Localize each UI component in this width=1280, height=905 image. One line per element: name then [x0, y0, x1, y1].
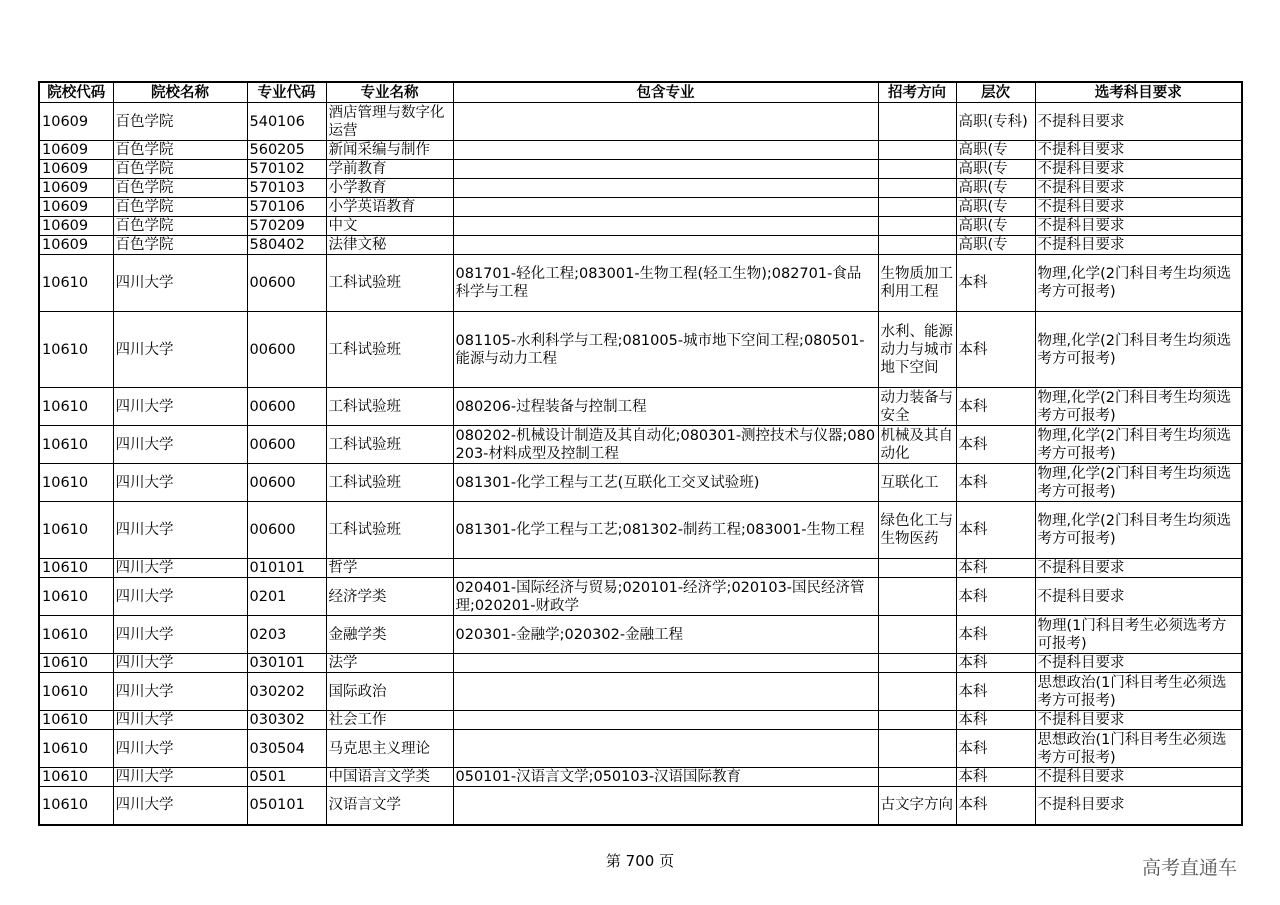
cell-school-name: 四川大学: [113, 388, 247, 426]
cell-subject-requirement: 不提科目要求: [1035, 179, 1242, 198]
table-body: [39, 103, 1242, 825]
cell-direction: [878, 711, 956, 730]
cell-direction: [878, 730, 956, 768]
cell-direction: 古文字方向: [878, 787, 956, 825]
cell-major-code: 010101: [247, 559, 326, 578]
cell-subject-requirement: 物理,化学(2门科目考生均须选考方可报考): [1035, 502, 1242, 559]
cell-school-code: 10609: [39, 141, 113, 160]
cell-included-majors: [453, 236, 878, 255]
cell-level: 本科: [956, 255, 1035, 312]
cell-direction: [878, 103, 956, 141]
cell-subject-requirement: 思想政治(1门科目考生必须选考方可报考): [1035, 673, 1242, 711]
table-row: [39, 160, 1242, 179]
cell-school-name: 四川大学: [113, 255, 247, 312]
table-row: [39, 654, 1242, 673]
cell-subject-requirement: 不提科目要求: [1035, 768, 1242, 787]
cell-school-code: 10610: [39, 312, 113, 388]
cell-major-code: 030302: [247, 711, 326, 730]
cell-major-name: 经济学类: [326, 578, 453, 616]
cell-school-code: 10609: [39, 236, 113, 255]
cell-major-code: 0201: [247, 578, 326, 616]
cell-school-code: 10609: [39, 179, 113, 198]
cell-major-code: 00600: [247, 502, 326, 559]
cell-included-majors: [453, 103, 878, 141]
table-header-row: [39, 82, 1242, 103]
cell-subject-requirement: 不提科目要求: [1035, 217, 1242, 236]
cell-school-code: 10609: [39, 160, 113, 179]
cell-school-code: 10610: [39, 711, 113, 730]
cell-school-code: 10609: [39, 198, 113, 217]
table-row: [39, 559, 1242, 578]
cell-major-code: 560205: [247, 141, 326, 160]
cell-subject-requirement: 物理(1门科目考生必须选考方可报考): [1035, 616, 1242, 654]
header-direction: 招考方向: [878, 82, 956, 103]
cell-school-name: 四川大学: [113, 768, 247, 787]
cell-included-majors: 081301-化学工程与工艺;081302-制药工程;083001-生物工程: [453, 502, 878, 559]
cell-major-code: 00600: [247, 255, 326, 312]
cell-school-name: 百色学院: [113, 198, 247, 217]
cell-major-code: 030504: [247, 730, 326, 768]
cell-subject-requirement: 不提科目要求: [1035, 103, 1242, 141]
cell-level: 本科: [956, 388, 1035, 426]
cell-included-majors: [453, 198, 878, 217]
cell-school-code: 10610: [39, 426, 113, 464]
cell-school-name: 四川大学: [113, 654, 247, 673]
cell-school-name: 百色学院: [113, 236, 247, 255]
cell-school-name: 百色学院: [113, 160, 247, 179]
cell-level: 本科: [956, 787, 1035, 825]
cell-subject-requirement: 物理,化学(2门科目考生均须选考方可报考): [1035, 426, 1242, 464]
header-subject-requirement: 选考科目要求: [1035, 82, 1242, 103]
admissions-table: [38, 81, 1243, 826]
cell-major-name: 汉语言文学: [326, 787, 453, 825]
cell-level: 本科: [956, 578, 1035, 616]
table-row: [39, 616, 1242, 654]
table-row: [39, 464, 1242, 502]
table-row: [39, 236, 1242, 255]
cell-major-code: 0501: [247, 768, 326, 787]
cell-major-code: 030202: [247, 673, 326, 711]
cell-included-majors: 081301-化学工程与工艺(互联化工交叉试验班): [453, 464, 878, 502]
cell-subject-requirement: 不提科目要求: [1035, 578, 1242, 616]
page-number: 第 700 页: [605, 852, 675, 870]
cell-included-majors: [453, 141, 878, 160]
cell-direction: [878, 559, 956, 578]
cell-major-name: 社会工作: [326, 711, 453, 730]
cell-school-code: 10610: [39, 464, 113, 502]
cell-major-code: 0203: [247, 616, 326, 654]
cell-school-name: 四川大学: [113, 426, 247, 464]
cell-subject-requirement: 不提科目要求: [1035, 787, 1242, 825]
table-row: [39, 673, 1242, 711]
cell-major-name: 中国语言文学类: [326, 768, 453, 787]
cell-school-name: 四川大学: [113, 559, 247, 578]
cell-major-code: 570102: [247, 160, 326, 179]
cell-school-name: 四川大学: [113, 730, 247, 768]
cell-direction: [878, 673, 956, 711]
cell-subject-requirement: 物理,化学(2门科目考生均须选考方可报考): [1035, 255, 1242, 312]
cell-school-name: 百色学院: [113, 141, 247, 160]
cell-major-name: 金融学类: [326, 616, 453, 654]
cell-school-name: 四川大学: [113, 616, 247, 654]
cell-direction: [878, 160, 956, 179]
cell-major-code: 540106: [247, 103, 326, 141]
cell-school-name: 四川大学: [113, 711, 247, 730]
table-row: [39, 179, 1242, 198]
cell-major-name: 小学教育: [326, 179, 453, 198]
cell-included-majors: [453, 787, 878, 825]
header-school-code: 院校代码: [39, 82, 113, 103]
cell-level: 高职(专: [956, 217, 1035, 236]
cell-included-majors: [453, 654, 878, 673]
cell-school-code: 10610: [39, 616, 113, 654]
table-row: [39, 426, 1242, 464]
cell-major-name: 工科试验班: [326, 464, 453, 502]
cell-major-name: 法学: [326, 654, 453, 673]
table-row: [39, 255, 1242, 312]
table-row: [39, 388, 1242, 426]
cell-major-name: 工科试验班: [326, 312, 453, 388]
header-major-name: 专业名称: [326, 82, 453, 103]
cell-major-code: 570106: [247, 198, 326, 217]
cell-major-name: 学前教育: [326, 160, 453, 179]
cell-school-name: 百色学院: [113, 217, 247, 236]
table-row: [39, 198, 1242, 217]
cell-level: 高职(专科): [956, 103, 1035, 141]
cell-included-majors: 080202-机械设计制造及其自动化;080301-测控技术与仪器;080203-材料成型及控制工程: [453, 426, 878, 464]
cell-school-code: 10610: [39, 730, 113, 768]
cell-direction: 水利、能源动力与城市地下空间: [878, 312, 956, 388]
cell-direction: [878, 217, 956, 236]
cell-subject-requirement: 物理,化学(2门科目考生均须选考方可报考): [1035, 388, 1242, 426]
cell-included-majors: [453, 179, 878, 198]
cell-direction: 生物质加工利用工程: [878, 255, 956, 312]
cell-school-code: 10610: [39, 255, 113, 312]
cell-included-majors: 050101-汉语言文学;050103-汉语国际教育: [453, 768, 878, 787]
cell-level: 本科: [956, 426, 1035, 464]
cell-direction: [878, 578, 956, 616]
cell-major-name: 工科试验班: [326, 426, 453, 464]
cell-school-name: 四川大学: [113, 787, 247, 825]
cell-direction: [878, 654, 956, 673]
cell-subject-requirement: 不提科目要求: [1035, 160, 1242, 179]
cell-direction: [878, 141, 956, 160]
cell-included-majors: [453, 711, 878, 730]
cell-major-name: 工科试验班: [326, 388, 453, 426]
cell-school-code: 10609: [39, 103, 113, 141]
cell-school-code: 10610: [39, 654, 113, 673]
cell-major-code: 050101: [247, 787, 326, 825]
table-row: [39, 141, 1242, 160]
table-row: [39, 711, 1242, 730]
cell-school-code: 10610: [39, 673, 113, 711]
cell-included-majors: [453, 559, 878, 578]
watermark-text: 高考直通车: [1142, 857, 1238, 879]
cell-included-majors: [453, 730, 878, 768]
cell-included-majors: 080206-过程装备与控制工程: [453, 388, 878, 426]
cell-subject-requirement: 不提科目要求: [1035, 711, 1242, 730]
cell-subject-requirement: 物理,化学(2门科目考生均须选考方可报考): [1035, 464, 1242, 502]
cell-major-name: 哲学: [326, 559, 453, 578]
cell-major-code: 00600: [247, 464, 326, 502]
cell-major-code: 00600: [247, 312, 326, 388]
cell-major-name: 工科试验班: [326, 255, 453, 312]
cell-subject-requirement: 不提科目要求: [1035, 236, 1242, 255]
cell-major-code: 570209: [247, 217, 326, 236]
cell-major-name: 中文: [326, 217, 453, 236]
cell-direction: [878, 768, 956, 787]
cell-level: 高职(专: [956, 141, 1035, 160]
cell-included-majors: [453, 160, 878, 179]
cell-included-majors: 020401-国际经济与贸易;020101-经济学;020103-国民经济管理;020201-财政学: [453, 578, 878, 616]
cell-school-code: 10610: [39, 388, 113, 426]
cell-school-name: 四川大学: [113, 312, 247, 388]
cell-major-code: 00600: [247, 426, 326, 464]
cell-direction: 动力装备与安全: [878, 388, 956, 426]
cell-major-name: 法律文秘: [326, 236, 453, 255]
table-row: [39, 502, 1242, 559]
cell-level: 本科: [956, 616, 1035, 654]
cell-school-name: 百色学院: [113, 179, 247, 198]
cell-school-code: 10610: [39, 559, 113, 578]
cell-level: 本科: [956, 502, 1035, 559]
cell-level: 本科: [956, 768, 1035, 787]
cell-direction: 互联化工: [878, 464, 956, 502]
cell-school-name: 四川大学: [113, 673, 247, 711]
header-school-name: 院校名称: [113, 82, 247, 103]
cell-subject-requirement: 不提科目要求: [1035, 654, 1242, 673]
cell-level: 高职(专: [956, 179, 1035, 198]
cell-major-name: 新闻采编与制作: [326, 141, 453, 160]
cell-included-majors: [453, 673, 878, 711]
cell-major-name: 酒店管理与数字化运营: [326, 103, 453, 141]
cell-level: 本科: [956, 559, 1035, 578]
cell-included-majors: [453, 217, 878, 236]
cell-direction: 机械及其自动化: [878, 426, 956, 464]
cell-level: 本科: [956, 673, 1035, 711]
cell-school-code: 10609: [39, 217, 113, 236]
cell-major-code: 570103: [247, 179, 326, 198]
cell-school-code: 10610: [39, 502, 113, 559]
cell-school-name: 四川大学: [113, 502, 247, 559]
cell-major-name: 国际政治: [326, 673, 453, 711]
cell-direction: [878, 198, 956, 217]
cell-direction: [878, 616, 956, 654]
cell-major-name: 马克思主义理论: [326, 730, 453, 768]
cell-included-majors: 081105-水利科学与工程;081005-城市地下空间工程;080501-能源与动力工程: [453, 312, 878, 388]
cell-level: 本科: [956, 464, 1035, 502]
cell-school-name: 百色学院: [113, 103, 247, 141]
cell-major-name: 小学英语教育: [326, 198, 453, 217]
header-major-code: 专业代码: [247, 82, 326, 103]
cell-major-code: 00600: [247, 388, 326, 426]
cell-level: 本科: [956, 711, 1035, 730]
cell-included-majors: 081701-轻化工程;083001-生物工程(轻工生物);082701-食品科学与工程: [453, 255, 878, 312]
table-row: [39, 217, 1242, 236]
cell-subject-requirement: 物理,化学(2门科目考生均须选考方可报考): [1035, 312, 1242, 388]
table-row: [39, 730, 1242, 768]
cell-major-code: 580402: [247, 236, 326, 255]
cell-level: 高职(专: [956, 198, 1035, 217]
cell-direction: [878, 236, 956, 255]
cell-subject-requirement: 不提科目要求: [1035, 141, 1242, 160]
table-row: [39, 312, 1242, 388]
cell-school-code: 10610: [39, 787, 113, 825]
cell-subject-requirement: 思想政治(1门科目考生必须选考方可报考): [1035, 730, 1242, 768]
cell-school-code: 10610: [39, 578, 113, 616]
cell-direction: 绿色化工与生物医药: [878, 502, 956, 559]
cell-major-code: 030101: [247, 654, 326, 673]
cell-school-code: 10610: [39, 768, 113, 787]
table-row: [39, 768, 1242, 787]
cell-school-name: 四川大学: [113, 464, 247, 502]
cell-level: 本科: [956, 654, 1035, 673]
header-level: 层次: [956, 82, 1035, 103]
cell-level: 高职(专: [956, 236, 1035, 255]
cell-level: 高职(专: [956, 160, 1035, 179]
cell-included-majors: 020301-金融学;020302-金融工程: [453, 616, 878, 654]
cell-level: 本科: [956, 730, 1035, 768]
cell-subject-requirement: 不提科目要求: [1035, 559, 1242, 578]
cell-level: 本科: [956, 312, 1035, 388]
cell-direction: [878, 179, 956, 198]
table-row: [39, 578, 1242, 616]
cell-major-name: 工科试验班: [326, 502, 453, 559]
table-row: [39, 103, 1242, 141]
header-included-majors: 包含专业: [453, 82, 878, 103]
table-row: [39, 787, 1242, 825]
cell-subject-requirement: 不提科目要求: [1035, 198, 1242, 217]
cell-school-name: 四川大学: [113, 578, 247, 616]
